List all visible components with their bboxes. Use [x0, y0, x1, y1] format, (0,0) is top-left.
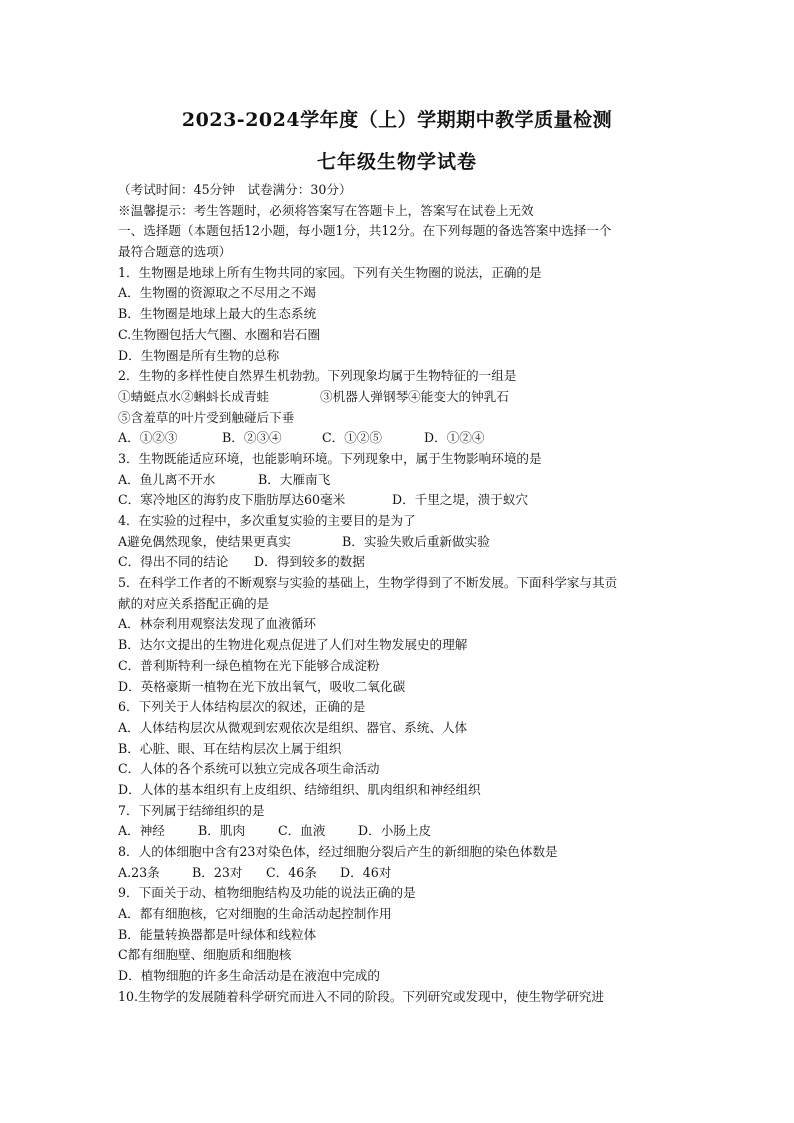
exam-body — [118, 180, 680, 1008]
q2-option-b: B．②③④ — [222, 430, 282, 446]
q2-option-a: A．①②③ — [118, 430, 178, 446]
q3-option-c: C．寒冷地区的海豹皮下脂肪厚达60毫米 — [118, 492, 346, 508]
q2-items-1b: ③机器人弹钢琴④能变大的钟乳石 — [320, 388, 509, 404]
q1-option-d: D．生物圈是所有生物的总称 — [118, 347, 280, 363]
q8-stem: 8．人的体细胞中含有23对染色体，经过细胞分裂后产生的新细胞的染色体数是 — [118, 844, 558, 859]
q2-items-line-1 — [118, 387, 680, 408]
q7-options — [118, 821, 680, 842]
q1-stem: 1．生物圈是地球上所有生物共同的家园。下列有关生物圈的说法，正确的是 — [118, 264, 542, 280]
q5-option-a: A．林奈利用观察法发现了血液循环 — [118, 616, 317, 632]
q8-option-c: C．46条 — [266, 864, 317, 880]
q9-option-b: B．能量转换器都是叶绿体和线粒体 — [118, 926, 317, 942]
q7-option-c: C．血液 — [278, 823, 326, 839]
q7-option-b: B．肌肉 — [198, 823, 246, 839]
q3-stem: 3．生物既能适应环境，也能影响环境。下列现象中，属于生物影响环境的是 — [118, 450, 542, 466]
q3-option-d: D．千里之堤，溃于蚁穴 — [392, 492, 529, 508]
q9-option-a: A．都有细胞核，它对细胞的生命活动起控制作用 — [118, 906, 392, 922]
q1-option-c: C.生物圈包括大气圈、水圈和岩石圈 — [118, 326, 321, 342]
q4-options-cd — [118, 552, 680, 573]
q4-stem: 4．在实验的过程中，多次重复实验的主要目的是为了 — [118, 513, 416, 528]
q3-option-a: A．鱼儿离不开水 — [118, 471, 216, 487]
notice: ※温馨提示：考生答题时，必须将答案写在答题卡上，答案写在试卷上无效 — [118, 202, 534, 218]
q7-option-d: D．小肠上皮 — [358, 823, 432, 839]
q8-options — [118, 863, 680, 884]
q4-option-c: C．得出不同的结论 — [118, 554, 229, 570]
q7-option-a: A．神经 — [118, 823, 165, 839]
exam-title: 2023-2024学年度（上）学期期中教学质量检测 — [181, 109, 613, 131]
exam-subtitle: 七年级生物学试卷 — [316, 151, 477, 173]
q10-stem: 10.生物学的发展随着科学研究而进入不同的阶段。下列研究或发现中，使生物学研究进 — [118, 988, 604, 1004]
q6-option-c: C．人体的各个系统可以独立完成各项生命活动 — [118, 761, 380, 777]
q5-option-c: C．普利斯特利一绿色植物在光下能够合成淀粉 — [118, 657, 380, 673]
q4-option-b: B．实验失败后重新做实验 — [342, 533, 490, 549]
section-heading-line-2: 最符合题意的选项） — [118, 244, 232, 260]
q9-option-c: C都有细胞壁、细胞质和细胞核 — [118, 947, 292, 963]
q4-option-a: A避免偶然现象，使结果更真实 — [118, 533, 291, 549]
q4-options-ab — [118, 532, 680, 553]
q9-stem: 9．下面关于动、植物细胞结构及功能的说法正确的是 — [118, 885, 416, 901]
q8-option-a: A.23条 — [118, 864, 160, 880]
q6-option-b: B．心脏、眼、耳在结构层次上属于组织 — [118, 740, 342, 756]
q1-option-b: B．生物圈是地球上最大的生态系统 — [118, 306, 317, 322]
q6-stem: 6．下列关于人体结构层次的叙述，正确的是 — [118, 699, 366, 715]
q6-option-a: A．人体结构层次从微观到宏观依次是组织、器官、系统、人体 — [118, 719, 468, 735]
q1-option-a: A．生物圈的资源取之不尽用之不竭 — [118, 285, 317, 301]
exam-info: （考试时间：45分钟 试卷满分：30分） — [118, 182, 352, 197]
q3-option-b: B．大雁南飞 — [258, 471, 331, 487]
q2-option-d: D．①②④ — [424, 430, 485, 446]
q3-options-cd — [118, 490, 680, 511]
q2-items-line-2: ⑤含羞草的叶片受到触碰后下垂 — [118, 409, 295, 425]
q2-options — [118, 428, 680, 449]
q4-option-d: D．得到较多的数据 — [254, 554, 365, 570]
q7-stem: 7．下列属于结缔组织的是 — [118, 802, 265, 818]
q5-option-b: B．达尔文提出的生物进化观点促进了人们对生物发展史的理解 — [118, 637, 468, 653]
q5-stem-line-2: 献的对应关系搭配正确的是 — [118, 595, 270, 611]
section-heading-line-1: 一、选择题（本题包括12小题，每小题1分，共12分。在下列每题的备选答案中选择一个 — [118, 223, 612, 239]
q2-stem: 2．生物的多样性使自然界生机勃勃。下列现象均属于生物特征的一组是 — [118, 368, 517, 384]
q5-stem-line-1: 5．在科学工作者的不断观察与实验的基础上，生物学得到了不断发展。下面科学家与其贡 — [118, 575, 618, 591]
q8-option-d: D．46对 — [340, 864, 392, 880]
q3-options-ab — [118, 470, 680, 491]
q2-items-1a: ①蜻蜓点水②蝌蚪长成青蛙 — [118, 388, 270, 404]
q2-option-c: C．①②⑤ — [322, 430, 383, 446]
q9-option-d: D．植物细胞的许多生命活动是在液泡中完成的 — [118, 968, 380, 984]
q8-option-b: B．23对 — [192, 864, 243, 880]
q6-option-d: D．人体的基本组织有上皮组织、结缔组织、肌肉组织和神经组织 — [118, 781, 481, 797]
q5-option-d: D．英格豪斯一植物在光下放出氧气，吸收二氧化碳 — [118, 678, 406, 694]
